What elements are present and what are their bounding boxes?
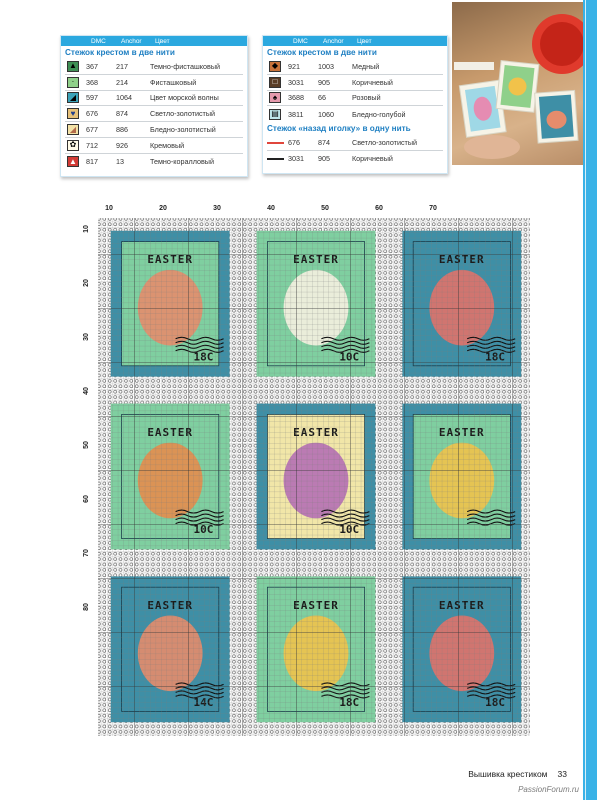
dmc-number: 3031 [288,154,304,164]
backstitch-line-icon [267,142,284,144]
page-footer [468,769,567,779]
column-number: 30 [213,205,221,212]
legend-left-color-header: Цвет [155,37,170,45]
row-number: 10 [83,225,90,233]
thread-color-name: Коричневый [352,154,393,164]
thread-symbol-icon: ▲ [67,156,79,167]
thread-color-name: Светло-золотистый [150,109,216,119]
legend-left-anchor-header: Anchor [121,37,142,45]
legend-right-backstitch-rows [267,135,443,167]
thread-symbol-icon: ✿ [67,140,79,151]
red-cup-inner [540,22,584,66]
legend-right-color-header: Цвет [357,37,372,45]
thread-symbol-icon: ♥ [67,108,79,119]
dmc-number: 676 [288,138,300,148]
legend-left-dmc-header: DMC [91,37,106,45]
legend-right-anchor-header: Anchor [323,37,344,45]
thread-color-name: Бледно-золотистый [150,125,216,135]
dmc-number: 3031 [288,77,304,87]
backstitch-row [267,135,443,151]
column-number: 20 [159,205,167,212]
row-number: 30 [83,333,90,341]
thread-color-name: Медный [352,61,380,71]
thread-color-name: Цвет морской волны [150,93,219,103]
column-number: 50 [321,205,329,212]
paper-strip [454,62,494,70]
backstitch-line-icon [267,158,284,160]
legend_right-row [267,75,443,91]
thread-color-name: Кремовый [150,140,185,150]
thread-color-name: Темно-фисташковый [150,61,221,71]
row-number: 50 [83,441,90,449]
page-edge-stripe [583,0,597,800]
dmc-number: 677 [86,125,98,135]
anchor-number: 874 [116,109,128,119]
row-number: 60 [83,495,90,503]
legend_right-row [267,91,443,107]
photo-illustration [452,2,584,165]
anchor-number: 886 [116,125,128,135]
thread-symbol-icon: ♠ [269,92,281,103]
backstitch-row [267,151,443,167]
watermark: PassionForum.ru [518,785,579,794]
dmc-number: 597 [86,93,98,103]
row-number: 70 [83,549,90,557]
footer-title: Вышивка крестиком [468,769,548,779]
thread-color-name: Бледно-голубой [352,109,406,119]
thread-symbol-icon: · [67,77,79,88]
dmc-number: 3811 [288,109,304,119]
anchor-number: 214 [116,77,128,87]
anchor-number: 1064 [116,93,132,103]
thread-color-name: Розовый [352,93,381,103]
legend-left-header [61,36,247,46]
anchor-number: 13 [116,157,124,167]
thread-symbol-icon: ◢ [67,124,79,135]
legend_left-row [65,106,243,122]
anchor-number: 217 [116,61,128,71]
thread-color-name: Коричневый [352,77,393,87]
row-number: 80 [83,603,90,611]
thread-symbol-icon: ▤ [269,109,281,120]
dmc-number: 367 [86,61,98,71]
dmc-number: 368 [86,77,98,87]
anchor-number: 926 [116,140,128,150]
legend-right-section2: Стежок «назад иголку» в одну нить [267,124,411,134]
legend-left [60,35,248,177]
stamp-card-chick [496,61,539,113]
finished-work-photo [452,2,584,165]
dmc-number: 712 [86,140,98,150]
legend_left-row [65,154,243,170]
legend_right-row [267,59,443,75]
dmc-number: 817 [86,157,98,167]
cross-stitch-chart [80,200,548,748]
dmc-number: 921 [288,61,300,71]
legend_left-row [65,138,243,154]
dmc-number: 3688 [288,93,304,103]
thread-symbol-icon: □ [269,77,281,88]
anchor-number: 874 [318,138,330,148]
anchor-number: 66 [318,93,326,103]
legend-left-rows [65,59,243,170]
legend_left-row [65,91,243,107]
anchor-number: 905 [318,154,330,164]
legend-left-section: Стежок крестом в две нити [65,48,175,57]
thread-color-name: Фисташковый [150,77,197,87]
column-number: 40 [267,205,275,212]
column-number: 70 [429,205,437,212]
row-number: 20 [83,279,90,287]
legend_left-row [65,75,243,91]
row-number: 40 [83,387,90,395]
legend_left-row [65,122,243,138]
thread-symbol-icon: ▲ [67,61,79,72]
legend-right-section: Стежок крестом в две нити [267,48,377,57]
hand [464,135,520,159]
column-number: 60 [375,205,383,212]
thread-symbol-icon: ◆ [269,61,281,72]
thread-symbol-icon: ◢ [67,92,79,103]
legend_left-row [65,59,243,75]
thread-color-name: Темно-коралловый [150,157,214,167]
major-grid [98,218,530,736]
legend_right-row [267,106,443,122]
thread-color-name: Светло-золотистый [352,138,418,148]
dmc-number: 676 [86,109,98,119]
legend-right-dmc-header: DMC [293,37,308,45]
stamp-card-basket [535,90,578,143]
legend-right-header [263,36,447,46]
page-number: 33 [557,769,567,779]
anchor-number: 1003 [318,61,334,71]
anchor-number: 1060 [318,109,334,119]
legend-right-rows [267,59,443,122]
column-number: 10 [105,205,113,212]
legend-right [262,35,448,174]
anchor-number: 905 [318,77,330,87]
